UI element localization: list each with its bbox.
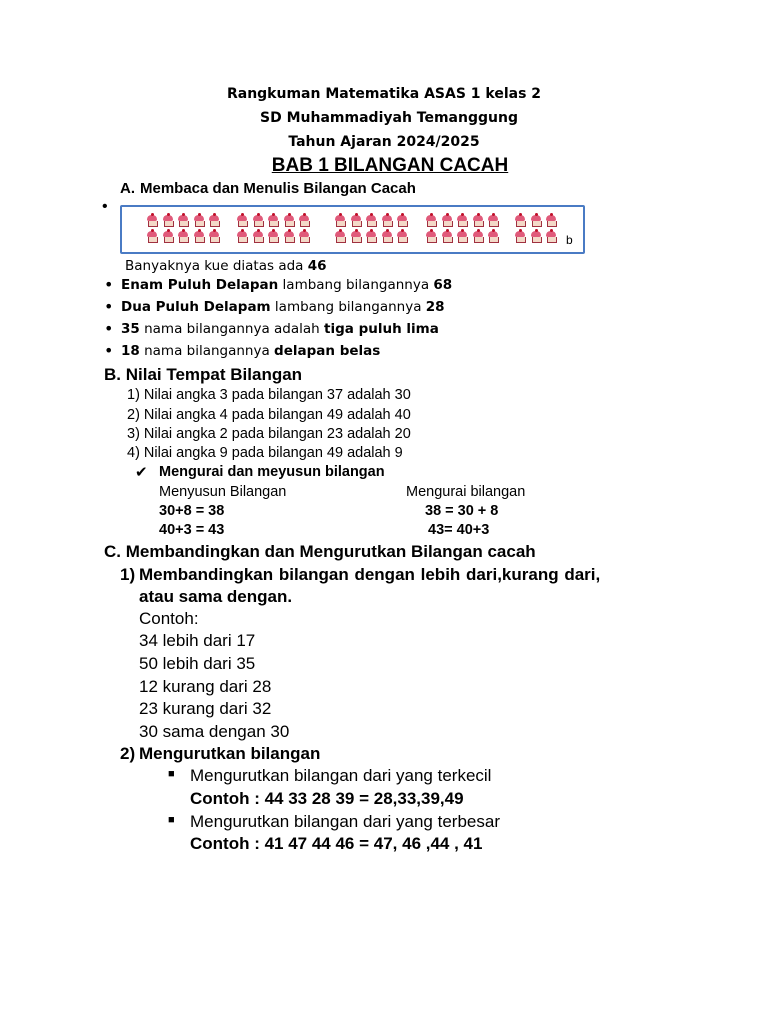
sub2-text: Mengurutkan bilangan dari yang terbesar [190, 812, 500, 831]
section-b-title: B. Nilai Tempat Bilangan [104, 365, 303, 384]
bab-title: BAB 1 BILANGAN CACAH [271, 155, 509, 176]
cupcake-icon [350, 215, 362, 227]
cupcake-icon [298, 215, 310, 227]
cupcake-icon [162, 215, 174, 227]
item1-line1: Membandingkan bilangan dengan lebih dari,kurang dari, [139, 565, 601, 584]
cupcake-icon [146, 215, 158, 227]
left-heading: Menyusun Bilangan [159, 484, 287, 500]
cupcake-icon [487, 215, 499, 227]
cupcake-icon [472, 231, 484, 243]
list-item: • 35 nama bilangannya adalah tiga puluh lima [121, 321, 439, 337]
cupcake-icon [456, 215, 468, 227]
cupcake-icon [514, 215, 526, 227]
cupcake-icon [177, 215, 189, 227]
cake-count-value: 46 [307, 258, 327, 274]
cupcake-icon [267, 231, 279, 243]
cupcake-icon [545, 231, 557, 243]
cupcake-icon [456, 231, 468, 243]
section-a-title: Membaca dan Menulis Bilangan Cacah [140, 180, 416, 197]
cupcake-icon [236, 215, 248, 227]
square-bullet: ■ [168, 768, 175, 780]
right-row: 43= 40+3 [428, 522, 490, 538]
cupcake-icon [396, 215, 408, 227]
contoh-label: Contoh: [139, 609, 199, 628]
list-item: 4) Nilai angka 9 pada bilangan 49 adalah 9 [127, 445, 403, 461]
cupcake-icon [365, 231, 377, 243]
list-item: 2) Nilai angka 4 pada bilangan 49 adalah 40 [127, 407, 411, 423]
cupcake-icon [425, 231, 437, 243]
section-c-title: C. Membandingkan dan Mengurutkan Bilangan cacah [104, 542, 536, 561]
cupcake-icon [530, 231, 542, 243]
list-item: 34 lebih dari 17 [139, 631, 256, 650]
cupcake-icon [381, 215, 393, 227]
check-title: Mengurai dan meyusun bilangan [159, 464, 385, 480]
list-item: 23 kurang dari 32 [139, 699, 272, 718]
cupcake-icon [472, 215, 484, 227]
check-icon: ✔ [135, 464, 148, 481]
sub2-example: Contoh : 41 47 44 46 = 47, 46 ,44 , 41 [190, 834, 483, 853]
list-item: 50 lebih dari 35 [139, 654, 256, 673]
cupcake-icon [514, 231, 526, 243]
section-a-marker: A. [120, 180, 135, 197]
list-item: 3) Nilai angka 2 pada bilangan 23 adalah 20 [127, 426, 411, 442]
square-bullet: ■ [168, 814, 175, 826]
list-item: 1) Nilai angka 3 pada bilangan 37 adalah 30 [127, 387, 411, 403]
cupcake-icon [177, 231, 189, 243]
item2-marker: 2) [120, 744, 136, 763]
cupcake-icon [283, 231, 295, 243]
cupcake-icon [334, 215, 346, 227]
cupcake-icon [252, 231, 264, 243]
cupcake-icon [193, 231, 205, 243]
list-item: • Dua Puluh Delapam lambang bilangannya 28 [121, 299, 445, 315]
cupcake-icon [146, 231, 158, 243]
left-row: 40+3 = 43 [159, 522, 225, 538]
cupcake-icon [530, 215, 542, 227]
cake-count [125, 258, 327, 274]
list-item: 30 sama dengan 30 [139, 722, 290, 741]
cupcake-icon [208, 215, 220, 227]
left-row: 30+8 = 38 [159, 503, 225, 519]
cupcake-icon [545, 215, 557, 227]
sub1-text: Mengurutkan bilangan dari yang terkecil [190, 766, 492, 785]
list-item: 12 kurang dari 28 [139, 677, 272, 696]
cupcake-icon [425, 215, 437, 227]
right-heading: Mengurai bilangan [406, 484, 526, 500]
sub1-example: Contoh : 44 33 28 39 = 28,33,39,49 [190, 789, 464, 808]
cupcake-icon [441, 231, 453, 243]
cupcake-icon [208, 231, 220, 243]
item1-marker: 1) [120, 565, 136, 584]
header-line-1: Rangkuman Matematika ASAS 1 kelas 2 [226, 86, 542, 102]
bullet-dot: • [102, 198, 108, 215]
cupcake-icon [396, 231, 408, 243]
cupcake-icon [487, 231, 499, 243]
cupcake-icon [298, 231, 310, 243]
cupcake-icon [162, 231, 174, 243]
cupcake-icon [350, 231, 362, 243]
cake-box [120, 205, 585, 254]
cupcake-icon [441, 215, 453, 227]
header-line-2: SD Muhammadiyah Temanggung [260, 110, 518, 126]
cupcake-icon [236, 231, 248, 243]
cupcake-icon [252, 215, 264, 227]
list-item: • 18 nama bilangannya delapan belas [121, 343, 380, 359]
right-row: 38 = 30 + 8 [425, 503, 499, 519]
item1-line2: atau sama dengan. [139, 587, 293, 606]
cupcake-icon [193, 215, 205, 227]
cupcake-icon [381, 231, 393, 243]
cupcake-icon [365, 215, 377, 227]
box-label: b [566, 233, 573, 247]
cupcake-icon [267, 215, 279, 227]
list-item: • Enam Puluh Delapan lambang bilangannya 68 [121, 277, 452, 293]
cake-count-text: Banyaknya kue diatas ada [125, 258, 308, 274]
item2-title: Mengurutkan bilangan [139, 744, 321, 763]
cupcake-icon [283, 215, 295, 227]
cupcake-icon [334, 231, 346, 243]
header-line-3: Tahun Ajaran 2024/2025 [288, 134, 480, 150]
